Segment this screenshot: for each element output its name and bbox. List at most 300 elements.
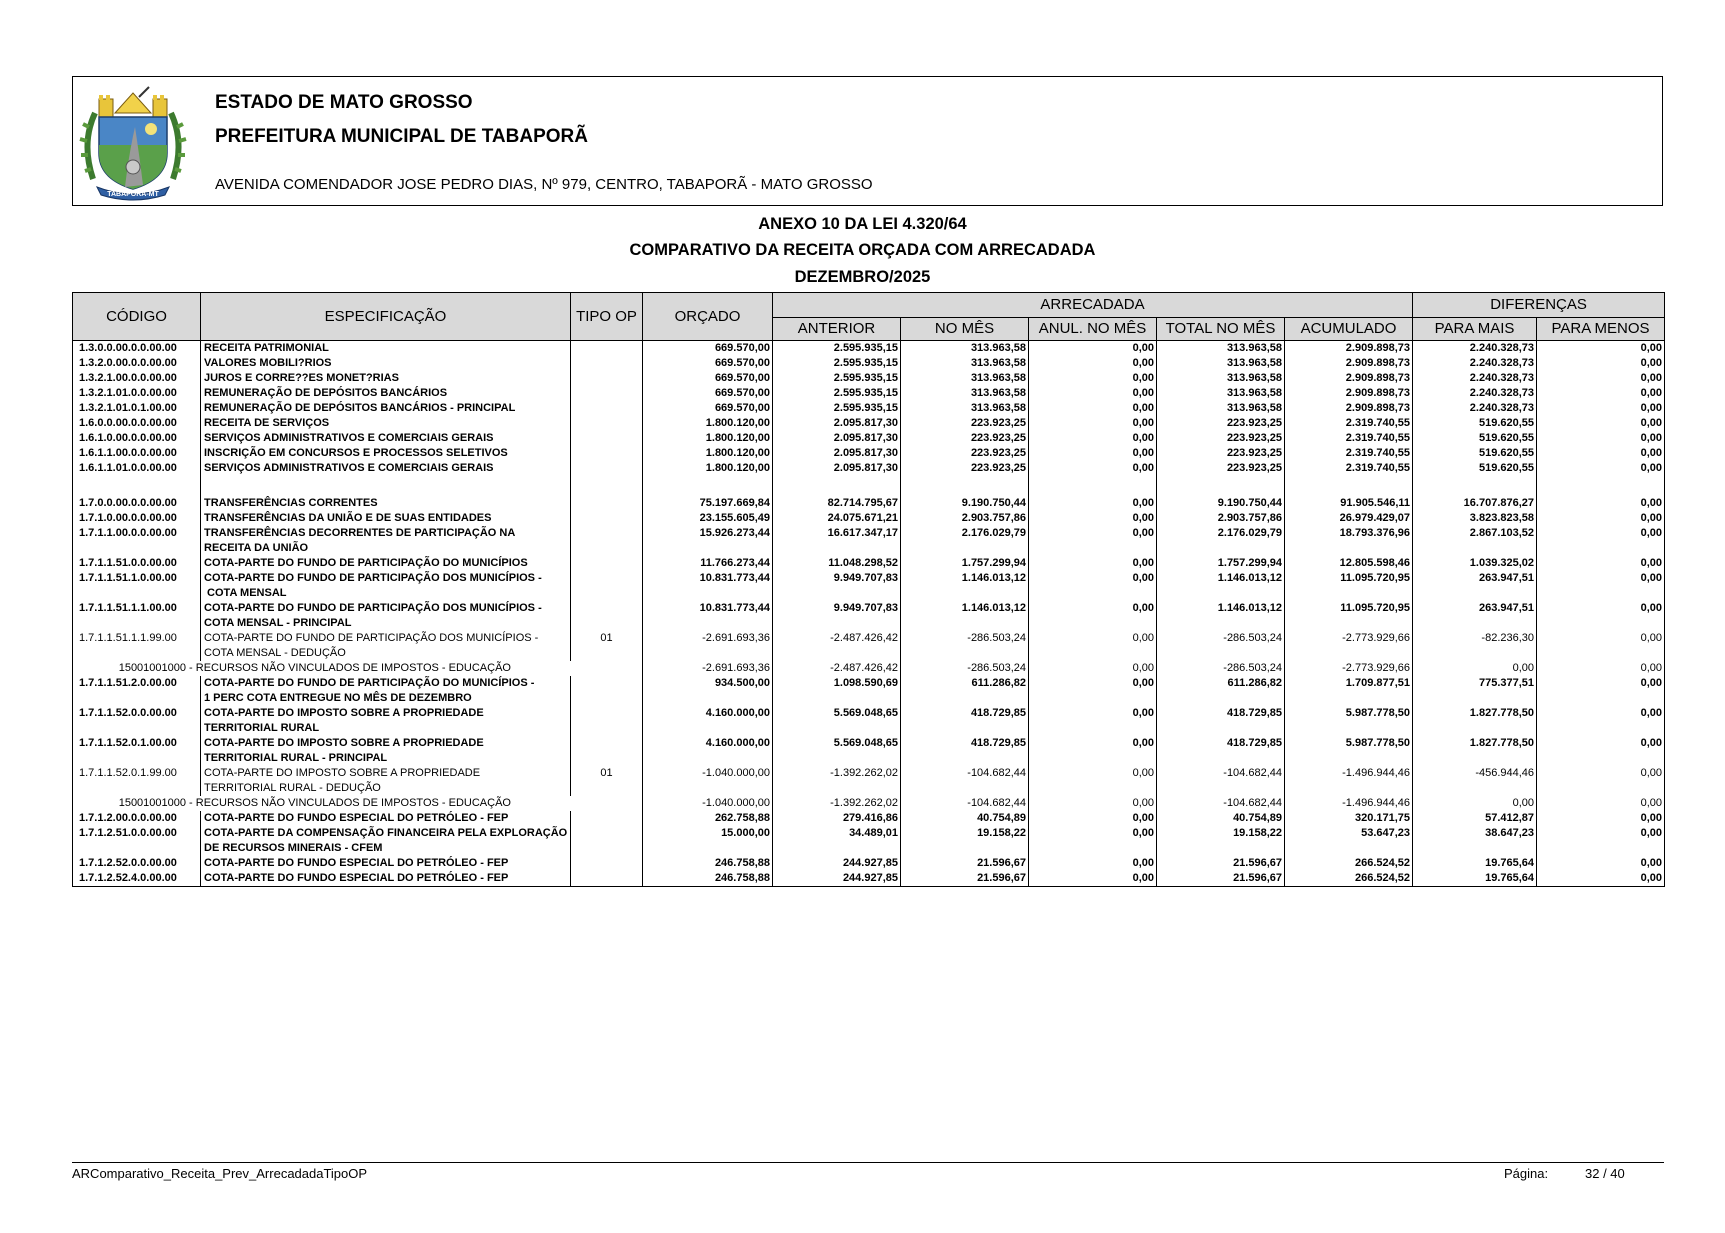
no-mes-value: 313.963,58 — [901, 356, 1029, 371]
total-no-mes-value: 313.963,58 — [1157, 401, 1285, 416]
page-label: Página: — [1504, 1166, 1549, 1181]
anterior-value: 2.595.935,15 — [773, 371, 901, 386]
anul-no-mes-value: 0,00 — [1029, 386, 1157, 401]
orcado-value: 669.570,00 — [643, 371, 773, 386]
total-no-mes-value: -104.682,44 — [1157, 766, 1285, 796]
account-code: 1.6.0.0.00.0.0.00.00 — [73, 416, 201, 431]
account-code: 1.6.1.1.00.0.0.00.00 — [73, 446, 201, 461]
specification-line: COTA-PARTE DO FUNDO DE PARTICIPAÇÃO DOS MUNICÍPIOS - — [204, 602, 542, 614]
anterior-value: 9.949.707,83 — [773, 571, 901, 601]
spacer-cell — [1285, 476, 1413, 496]
para-mais-value: 263.947,51 — [1413, 601, 1537, 631]
acumulado-value: 2.319.740,55 — [1285, 416, 1413, 431]
para-menos-value: 0,00 — [1537, 571, 1665, 601]
specification-line: TRANSFERÊNCIAS DA UNIÃO E DE SUAS ENTIDADES — [204, 512, 492, 524]
table-row — [73, 371, 1665, 386]
anul-no-mes-value: 0,00 — [1029, 511, 1157, 526]
anterior-value: 2.595.935,15 — [773, 401, 901, 416]
footer-divider — [72, 1162, 1664, 1163]
anul-no-mes-value: 0,00 — [1029, 371, 1157, 386]
anul-no-mes-value: 0,00 — [1029, 401, 1157, 416]
total-no-mes-value: 2.176.029,79 — [1157, 526, 1285, 556]
col-header-orcado: ORÇADO — [643, 293, 773, 341]
no-mes-value: 611.286,82 — [901, 676, 1029, 706]
acumulado-value: 1.709.877,51 — [1285, 676, 1413, 706]
account-code: 1.7.1.2.52.0.0.00.00 — [73, 856, 201, 871]
anterior-value: 2.095.817,30 — [773, 416, 901, 431]
tipo-op-value — [571, 571, 643, 601]
table-row — [73, 856, 1665, 871]
tipo-op-value — [571, 811, 643, 826]
account-code: 1.7.1.2.51.0.0.00.00 — [73, 826, 201, 856]
col-header-anul-no-mes: ANUL. NO MÊS — [1029, 317, 1157, 341]
total-no-mes-value: 1.757.299,94 — [1157, 556, 1285, 571]
resource-source-cell — [73, 796, 643, 811]
acumulado-value: 18.793.376,96 — [1285, 526, 1413, 556]
account-code: 1.3.2.0.00.0.0.00.00 — [73, 356, 201, 371]
col-header-total-no-mes: TOTAL NO MÊS — [1157, 317, 1285, 341]
para-menos-value: 0,00 — [1537, 446, 1665, 461]
no-mes-value: 418.729,85 — [901, 706, 1029, 736]
tipo-op-value — [571, 341, 643, 357]
total-no-mes-value: 40.754,89 — [1157, 811, 1285, 826]
account-code: 1.3.2.1.00.0.0.00.00 — [73, 371, 201, 386]
specification-line: COTA-PARTE DO FUNDO DE PARTICIPAÇÃO DOS MUNICÍPIOS - — [204, 572, 542, 584]
tipo-op-value — [571, 461, 643, 476]
specification-line: TERRITORIAL RURAL - PRINCIPAL — [204, 752, 388, 764]
orcado-value: 669.570,00 — [643, 341, 773, 357]
anul-no-mes-value: 0,00 — [1029, 341, 1157, 357]
no-mes-value: -104.682,44 — [901, 796, 1029, 811]
tipo-op-value — [571, 431, 643, 446]
col-header-especificacao: ESPECIFICAÇÃO — [201, 293, 571, 341]
account-code: 1.7.1.2.00.0.0.00.00 — [73, 811, 201, 826]
anul-no-mes-value: 0,00 — [1029, 461, 1157, 476]
orcado-value: 15.000,00 — [643, 826, 773, 856]
anul-no-mes-value: 0,00 — [1029, 826, 1157, 856]
no-mes-value: -286.503,24 — [901, 661, 1029, 676]
total-no-mes-value: 313.963,58 — [1157, 386, 1285, 401]
orcado-value: 1.800.120,00 — [643, 461, 773, 476]
orcado-value: 1.800.120,00 — [643, 416, 773, 431]
account-specification — [201, 856, 571, 871]
tipo-op-value — [571, 826, 643, 856]
specification-line: COTA MENSAL - DEDUÇÃO — [204, 647, 346, 659]
account-specification — [201, 736, 571, 766]
para-menos-value: 0,00 — [1537, 631, 1665, 661]
spacer-cell — [73, 476, 201, 496]
account-code: 1.7.1.1.52.0.1.99.00 — [73, 766, 201, 796]
account-code: 1.3.2.1.01.0.0.00.00 — [73, 386, 201, 401]
no-mes-value: 223.923,25 — [901, 446, 1029, 461]
resource-source-code: 15001001000 — [118, 662, 186, 674]
table-row — [73, 386, 1665, 401]
anterior-value: 2.595.935,15 — [773, 386, 901, 401]
para-mais-value: 0,00 — [1413, 661, 1537, 676]
prefecture-address: AVENIDA COMENDADOR JOSE PEDRO DIAS, Nº 979, CENTRO, TABAPORÃ - MATO GROSSO — [215, 176, 873, 193]
table-row — [73, 446, 1665, 461]
para-mais-value: 2.867.103,52 — [1413, 526, 1537, 556]
table-row — [73, 631, 1665, 661]
no-mes-value: 1.146.013,12 — [901, 571, 1029, 601]
acumulado-value: 53.647,23 — [1285, 826, 1413, 856]
para-menos-value: 0,00 — [1537, 431, 1665, 446]
no-mes-value: 9.190.750,44 — [901, 496, 1029, 511]
para-mais-value: 1.827.778,50 — [1413, 736, 1537, 766]
account-code: 1.7.1.0.00.0.0.00.00 — [73, 511, 201, 526]
anterior-value: 11.048.298,52 — [773, 556, 901, 571]
total-no-mes-value: 313.963,58 — [1157, 371, 1285, 386]
page-number: 32 / 40 — [1585, 1166, 1625, 1181]
no-mes-value: 19.158,22 — [901, 826, 1029, 856]
orcado-value: 10.831.773,44 — [643, 571, 773, 601]
para-menos-value: 0,00 — [1537, 661, 1665, 676]
account-specification — [201, 871, 571, 887]
acumulado-value: 2.909.898,73 — [1285, 386, 1413, 401]
spacer-cell — [1029, 476, 1157, 496]
orcado-value: 934.500,00 — [643, 676, 773, 706]
tipo-op-value — [571, 856, 643, 871]
specification-line: REMUNERAÇÃO DE DEPÓSITOS BANCÁRIOS — [204, 387, 448, 399]
anul-no-mes-value: 0,00 — [1029, 631, 1157, 661]
anterior-value: 24.075.671,21 — [773, 511, 901, 526]
specification-line: TERRITORIAL RURAL - DEDUÇÃO — [204, 782, 381, 794]
total-no-mes-value: 418.729,85 — [1157, 706, 1285, 736]
prefecture-name: PREFEITURA MUNICIPAL DE TABAPORÃ — [215, 126, 588, 147]
table-row — [73, 811, 1665, 826]
acumulado-value: 11.095.720,95 — [1285, 571, 1413, 601]
tipo-op-value — [571, 496, 643, 511]
orcado-value: 4.160.000,00 — [643, 736, 773, 766]
anul-no-mes-value: 0,00 — [1029, 661, 1157, 676]
table-row — [73, 356, 1665, 371]
orcado-value: 1.800.120,00 — [643, 446, 773, 461]
para-mais-value: 519.620,55 — [1413, 431, 1537, 446]
no-mes-value: 313.963,58 — [901, 386, 1029, 401]
account-specification — [201, 461, 571, 476]
col-header-codigo: CÓDIGO — [73, 293, 201, 341]
col-header-tipo-op: TIPO OP — [571, 293, 643, 341]
account-specification — [201, 571, 571, 601]
total-no-mes-value: 21.596,67 — [1157, 871, 1285, 887]
table-row — [73, 341, 1665, 357]
account-specification — [201, 601, 571, 631]
no-mes-value: 223.923,25 — [901, 431, 1029, 446]
total-no-mes-value: -286.503,24 — [1157, 661, 1285, 676]
account-code: 1.7.1.1.00.0.0.00.00 — [73, 526, 201, 556]
orcado-value: 15.926.273,44 — [643, 526, 773, 556]
report-header — [72, 76, 1663, 206]
resource-source-code: 15001001000 — [118, 797, 186, 809]
table-body — [73, 341, 1665, 887]
spacer-cell — [1157, 476, 1285, 496]
para-menos-value: 0,00 — [1537, 811, 1665, 826]
table-row — [73, 496, 1665, 511]
para-mais-value: -82.236,30 — [1413, 631, 1537, 661]
account-code: 1.7.1.1.51.2.0.00.00 — [73, 676, 201, 706]
specification-line: COTA-PARTE DO FUNDO DE PARTICIPAÇÃO DO MUNICÍPIOS - — [204, 677, 535, 689]
acumulado-value: 2.909.898,73 — [1285, 371, 1413, 386]
no-mes-value: 313.963,58 — [901, 401, 1029, 416]
account-specification — [201, 526, 571, 556]
acumulado-value: -1.496.944,46 — [1285, 766, 1413, 796]
tipo-op-value: 01 — [571, 766, 643, 796]
account-code: 1.7.1.2.52.4.0.00.00 — [73, 871, 201, 887]
para-mais-value: 38.647,23 — [1413, 826, 1537, 856]
specification-line: RECEITA PATRIMONIAL — [204, 342, 329, 354]
anul-no-mes-value: 0,00 — [1029, 556, 1157, 571]
specification-line: COTA-PARTE DO FUNDO DE PARTICIPAÇÃO DO MUNICÍPIOS — [204, 557, 528, 569]
orcado-value: -1.040.000,00 — [643, 766, 773, 796]
para-mais-value: 775.377,51 — [1413, 676, 1537, 706]
account-code: 1.7.1.1.51.0.0.00.00 — [73, 556, 201, 571]
municipal-crest-logo — [77, 83, 189, 201]
specification-line: COTA-PARTE DO IMPOSTO SOBRE A PROPRIEDADE — [204, 767, 481, 779]
anul-no-mes-value: 0,00 — [1029, 496, 1157, 511]
crest-ribbon-text: TABAPORÃ-MT — [107, 191, 159, 198]
anterior-value: 5.569.048,65 — [773, 706, 901, 736]
specification-line: INSCRIÇÃO EM CONCURSOS E PROCESSOS SELETIVOS — [204, 447, 508, 459]
anul-no-mes-value: 0,00 — [1029, 431, 1157, 446]
para-menos-value: 0,00 — [1537, 416, 1665, 431]
tipo-op-value — [571, 871, 643, 887]
para-menos-value: 0,00 — [1537, 496, 1665, 511]
account-specification — [201, 341, 571, 357]
resource-source-label: - RECURSOS NÃO VINCULADOS DE IMPOSTOS - EDUCAÇÃO — [186, 797, 511, 809]
anterior-value: 2.095.817,30 — [773, 431, 901, 446]
orcado-value: 11.766.273,44 — [643, 556, 773, 571]
spacer-cell — [201, 476, 571, 496]
table-row — [73, 556, 1665, 571]
para-menos-value: 0,00 — [1537, 356, 1665, 371]
para-mais-value: 19.765,64 — [1413, 871, 1537, 887]
col-header-no-mes: NO MÊS — [901, 317, 1029, 341]
report-period: DEZEMBRO/2025 — [794, 268, 931, 286]
acumulado-value: 2.909.898,73 — [1285, 341, 1413, 357]
orcado-value: 246.758,88 — [643, 871, 773, 887]
no-mes-value: -104.682,44 — [901, 766, 1029, 796]
account-specification — [201, 826, 571, 856]
tipo-op-value — [571, 416, 643, 431]
orcado-value: 669.570,00 — [643, 356, 773, 371]
table-row — [73, 706, 1665, 736]
anul-no-mes-value: 0,00 — [1029, 811, 1157, 826]
para-mais-value: 2.240.328,73 — [1413, 371, 1537, 386]
para-mais-value: 519.620,55 — [1413, 461, 1537, 476]
orcado-value: 669.570,00 — [643, 386, 773, 401]
account-specification — [201, 811, 571, 826]
specification-line: DE RECURSOS MINERAIS - CFEM — [204, 842, 383, 854]
account-specification — [201, 511, 571, 526]
table-row — [73, 461, 1665, 476]
anul-no-mes-value: 0,00 — [1029, 526, 1157, 556]
no-mes-value: 223.923,25 — [901, 416, 1029, 431]
anul-no-mes-value: 0,00 — [1029, 736, 1157, 766]
no-mes-value: 2.176.029,79 — [901, 526, 1029, 556]
total-no-mes-value: 418.729,85 — [1157, 736, 1285, 766]
anul-no-mes-value: 0,00 — [1029, 796, 1157, 811]
acumulado-value: 11.095.720,95 — [1285, 601, 1413, 631]
col-group-arrecadada: ARRECADADA — [773, 293, 1413, 318]
para-menos-value: 0,00 — [1537, 826, 1665, 856]
anterior-value: 279.416,86 — [773, 811, 901, 826]
table-row — [73, 526, 1665, 556]
specification-line: SERVIÇOS ADMINISTRATIVOS E COMERCIAIS GERAIS — [204, 432, 494, 444]
account-specification — [201, 431, 571, 446]
no-mes-value: 21.596,67 — [901, 871, 1029, 887]
orcado-value: 4.160.000,00 — [643, 706, 773, 736]
tipo-op-value: 01 — [571, 631, 643, 661]
spacer-cell — [901, 476, 1029, 496]
para-menos-value: 0,00 — [1537, 601, 1665, 631]
anterior-value: 16.617.347,17 — [773, 526, 901, 556]
para-mais-value: 19.765,64 — [1413, 856, 1537, 871]
anterior-value: 5.569.048,65 — [773, 736, 901, 766]
table-row — [73, 431, 1665, 446]
report-file-name: ARComparativo_Receita_Prev_ArrecadadaTipoOP — [72, 1166, 368, 1181]
para-mais-value: 2.240.328,73 — [1413, 356, 1537, 371]
tipo-op-value — [571, 386, 643, 401]
para-menos-value: 0,00 — [1537, 676, 1665, 706]
acumulado-value: 2.909.898,73 — [1285, 356, 1413, 371]
tipo-op-value — [571, 706, 643, 736]
tipo-op-value — [571, 556, 643, 571]
para-menos-value: 0,00 — [1537, 526, 1665, 556]
state-name: ESTADO DE MATO GROSSO — [215, 92, 473, 113]
account-specification — [201, 631, 571, 661]
anterior-value: -2.487.426,42 — [773, 631, 901, 661]
orcado-value: 262.758,88 — [643, 811, 773, 826]
specification-line: REMUNERAÇÃO DE DEPÓSITOS BANCÁRIOS - PRINCIPAL — [204, 402, 516, 414]
table-row — [73, 571, 1665, 601]
para-menos-value: 0,00 — [1537, 796, 1665, 811]
acumulado-value: 26.979.429,07 — [1285, 511, 1413, 526]
anul-no-mes-value: 0,00 — [1029, 766, 1157, 796]
table-row — [73, 416, 1665, 431]
specification-line: COTA MENSAL — [204, 587, 287, 599]
anterior-value: -1.392.262,02 — [773, 796, 901, 811]
report-title: COMPARATIVO DA RECEITA ORÇADA COM ARRECADADA — [629, 241, 1096, 259]
acumulado-value: 12.805.598,46 — [1285, 556, 1413, 571]
account-code: 1.3.0.0.00.0.0.00.00 — [73, 341, 201, 357]
no-mes-value: -286.503,24 — [901, 631, 1029, 661]
acumulado-value: 266.524,52 — [1285, 856, 1413, 871]
para-menos-value: 0,00 — [1537, 461, 1665, 476]
no-mes-value: 313.963,58 — [901, 371, 1029, 386]
acumulado-value: 320.171,75 — [1285, 811, 1413, 826]
total-no-mes-value: 2.903.757,86 — [1157, 511, 1285, 526]
account-specification — [201, 676, 571, 706]
tipo-op-value — [571, 736, 643, 766]
tipo-op-value — [571, 676, 643, 706]
anterior-value: 2.095.817,30 — [773, 461, 901, 476]
col-header-para-menos: PARA MENOS — [1537, 317, 1665, 341]
acumulado-value: 5.987.778,50 — [1285, 736, 1413, 766]
total-no-mes-value: 21.596,67 — [1157, 856, 1285, 871]
specification-line: TERRITORIAL RURAL — [204, 722, 320, 734]
table-row — [73, 511, 1665, 526]
col-header-para-mais: PARA MAIS — [1413, 317, 1537, 341]
para-menos-value: 0,00 — [1537, 401, 1665, 416]
tipo-op-value — [571, 371, 643, 386]
specification-line: COTA-PARTE DO FUNDO ESPECIAL DO PETRÓLEO - FEP — [204, 857, 509, 869]
orcado-value: 10.831.773,44 — [643, 601, 773, 631]
para-menos-value: 0,00 — [1537, 736, 1665, 766]
specification-line: JUROS E CORRE??ES MONET?RIAS — [204, 372, 399, 384]
acumulado-value: 5.987.778,50 — [1285, 706, 1413, 736]
table-row — [73, 401, 1665, 416]
no-mes-value: 40.754,89 — [901, 811, 1029, 826]
table-row — [73, 871, 1665, 887]
anul-no-mes-value: 0,00 — [1029, 871, 1157, 887]
table-row — [73, 826, 1665, 856]
specification-line: COTA-PARTE DO FUNDO DE PARTICIPAÇÃO DOS MUNICÍPIOS - — [204, 632, 539, 644]
total-no-mes-value: 223.923,25 — [1157, 461, 1285, 476]
account-code: 1.7.1.1.51.1.1.99.00 — [73, 631, 201, 661]
source-row — [73, 661, 1665, 676]
no-mes-value: 21.596,67 — [901, 856, 1029, 871]
acumulado-value: 2.319.740,55 — [1285, 461, 1413, 476]
table-spacer-row — [73, 476, 1665, 496]
specification-line: RECEITA DE SERVIÇOS — [204, 417, 330, 429]
para-mais-value: 2.240.328,73 — [1413, 341, 1537, 357]
para-mais-value: 263.947,51 — [1413, 571, 1537, 601]
anul-no-mes-value: 0,00 — [1029, 571, 1157, 601]
table-row — [73, 601, 1665, 631]
total-no-mes-value: -104.682,44 — [1157, 796, 1285, 811]
para-menos-value: 0,00 — [1537, 556, 1665, 571]
anterior-value: 34.489,01 — [773, 826, 901, 856]
account-specification — [201, 706, 571, 736]
spacer-cell — [571, 476, 643, 496]
col-group-diferencas: DIFERENÇAS — [1413, 293, 1665, 318]
report-title-annex: ANEXO 10 DA LEI 4.320/64 — [758, 215, 967, 233]
para-menos-value: 0,00 — [1537, 511, 1665, 526]
account-code: 1.6.1.0.00.0.0.00.00 — [73, 431, 201, 446]
no-mes-value: 1.146.013,12 — [901, 601, 1029, 631]
total-no-mes-value: 1.146.013,12 — [1157, 571, 1285, 601]
total-no-mes-value: 223.923,25 — [1157, 431, 1285, 446]
spacer-cell — [1537, 476, 1665, 496]
anterior-value: 244.927,85 — [773, 871, 901, 887]
orcado-value: 246.758,88 — [643, 856, 773, 871]
total-no-mes-value: 1.146.013,12 — [1157, 601, 1285, 631]
account-code: 1.7.0.0.00.0.0.00.00 — [73, 496, 201, 511]
tipo-op-value — [571, 446, 643, 461]
no-mes-value: 418.729,85 — [901, 736, 1029, 766]
para-menos-value: 0,00 — [1537, 766, 1665, 796]
total-no-mes-value: 223.923,25 — [1157, 446, 1285, 461]
no-mes-value: 223.923,25 — [901, 461, 1029, 476]
para-mais-value: 1.827.778,50 — [1413, 706, 1537, 736]
tipo-op-value — [571, 511, 643, 526]
anterior-value: -1.392.262,02 — [773, 766, 901, 796]
para-mais-value: 16.707.876,27 — [1413, 496, 1537, 511]
anul-no-mes-value: 0,00 — [1029, 676, 1157, 706]
total-no-mes-value: 313.963,58 — [1157, 341, 1285, 357]
orcado-value: 23.155.605,49 — [643, 511, 773, 526]
acumulado-value: 2.909.898,73 — [1285, 401, 1413, 416]
anterior-value: 9.949.707,83 — [773, 601, 901, 631]
specification-line: COTA-PARTE DO IMPOSTO SOBRE A PROPRIEDADE — [204, 737, 484, 749]
anterior-value: 2.595.935,15 — [773, 341, 901, 357]
specification-line: COTA-PARTE DO IMPOSTO SOBRE A PROPRIEDADE — [204, 707, 484, 719]
acumulado-value: -1.496.944,46 — [1285, 796, 1413, 811]
account-specification — [201, 386, 571, 401]
no-mes-value: 313.963,58 — [901, 341, 1029, 357]
acumulado-value: -2.773.929,66 — [1285, 661, 1413, 676]
anterior-value: 244.927,85 — [773, 856, 901, 871]
